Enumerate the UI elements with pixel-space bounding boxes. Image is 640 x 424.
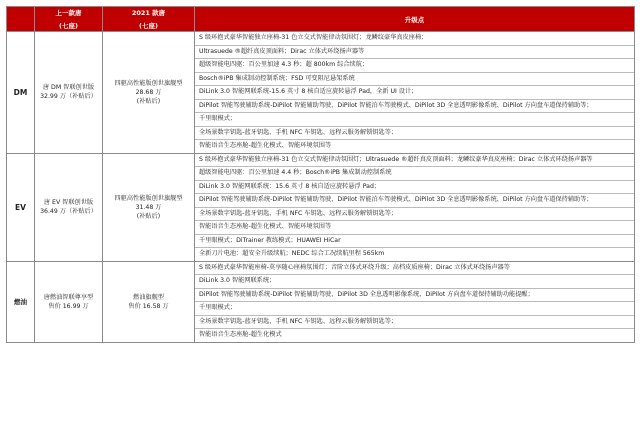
comparison-table-wrapper [6, 6, 634, 343]
feature-item: DiLink 3.0 智能网联系统； [195, 275, 634, 289]
prev-model-fuel [35, 261, 103, 342]
new-model-ev [103, 153, 195, 261]
feature-item: DiLink 3.0 智能网联系统：15.6 英寸 8 核自适应旋转悬浮 Pad； [195, 181, 634, 195]
prev-model-price: 售价 16.99 万 [48, 302, 89, 310]
feature-item: 超级智能电四驱：百公里加速 4.4 秒；Bosch®iPB 集成制动控制系统 [195, 167, 634, 181]
new-model-name: 燃油旗舰型 [133, 293, 164, 301]
feature-item: DiPilot 智能驾驶辅助系统-DiPilot 智能辅助驾驶、DiPilot 智能泊车驾驶模式、DiPilot 3D 全息透明影像系统、DiPilot 方向盘车道保持辅助等； [195, 100, 634, 114]
feature-item: DiLink 3.0 智能网联系统-15.6 英寸 8 核自适应旋转悬浮 Pad，全新 UI 设计； [195, 86, 634, 100]
header-prev-model [35, 7, 103, 32]
header-new-sub: (七座) [139, 22, 158, 30]
header-new-title: 2021 款唐 [131, 9, 166, 17]
header-prev-title: 上一款唐 [55, 9, 82, 17]
header-row [7, 7, 635, 32]
prev-model-name: 唐 DM 智联创世版 [42, 84, 95, 92]
feature-item: S 级环抱式豪华智能独立座椅-31 色立交式智能律动氛围灯；Ultrasuede ®超纤真皮顶面料；龙鳞纹豪华真皮座椅；Dirac 立体式环绕扬声器等 [195, 154, 634, 168]
prev-model-dm [35, 32, 103, 154]
new-model-dm [103, 32, 195, 154]
feature-item: 全新刀片电池：超安全升级续航；NEDC 综合工况续航里程 565km [199, 250, 385, 257]
row-label-fuel: 燃油 [7, 261, 35, 342]
comparison-table [6, 6, 635, 343]
header-new-model [103, 7, 195, 32]
feature-item: 千里眼模式； [195, 113, 634, 127]
feature-item: DiPilot 智能驾驶辅助系统-DiPilot 智能辅助驾驶、DiPilot 3D 全息透明影像系统、DiPilot 方向盘车道保持辅助功能提醒； [195, 289, 634, 303]
feature-item: 智能语音生态座舱-超生化模式、智能环境氛围等 [199, 142, 332, 149]
new-model-price: 31.48 万 [135, 203, 162, 211]
new-model-fuel [103, 261, 195, 342]
prev-model-name: 唐 EV 智联创世版 [43, 199, 94, 206]
feature-item: 千里眼模式； [195, 302, 634, 316]
header-prev-sub: (七座) [59, 22, 78, 30]
features-ev [195, 153, 635, 261]
feature-item: S 级环抱式豪华智能座椅-莫享随心座椅氛围灯；音阶立体式环绕升级；高档皮质座椅；Dirac 立体式环绕扬声器等 [195, 262, 634, 276]
new-model-price: 28.68 万 [135, 88, 162, 96]
new-model-price: 售价 16.58 万 [128, 302, 169, 310]
feature-item: DiPilot 智能驾驶辅助系统-DiPilot 智能辅助驾驶、DiPilot 智能泊车驾驶模式、DiPilot 3D 全息透明影像系统、DiPilot 方向盘车道保持辅助等； [195, 194, 634, 208]
feature-item: 智能语音生态座舱-超生化模式 [199, 331, 282, 338]
new-model-note: (补贴后) [136, 212, 161, 220]
row-label-dm: DM [7, 32, 35, 154]
feature-item: 全场景数字钥匙-蓝牙钥匙、手机 NFC 车钥匙、远程云服务解锁钥匙等； [195, 127, 634, 141]
table-row-dm [7, 32, 635, 154]
header-blank [7, 7, 35, 32]
feature-item: 超级智能电四驱：百公里加速 4.3 秒；超 800km 综合续航； [195, 59, 634, 73]
feature-item: Ultrasuede ®超纤真皮顶面料；Dirac 立体式环绕扬声器等 [195, 46, 634, 60]
feature-item: 智能语音生态座舱-超生化模式、智能环境氛围等 [195, 221, 634, 235]
feature-item: Bosch®iPB 集成制动控制系统；FSD 可变阻尼悬架系统 [195, 73, 634, 87]
prev-model-ev [35, 153, 103, 261]
new-model-name: 四驱高性能版创世旗舰型 [114, 194, 183, 202]
feature-item: 全场景数字钥匙-蓝牙钥匙、手机 NFC 车钥匙、远程云服务解锁钥匙等； [195, 316, 634, 330]
prev-model-price: 36.49 万（补贴后） [40, 208, 97, 215]
row-label-ev: EV [7, 153, 35, 261]
table-row-fuel [7, 261, 635, 342]
features-dm [195, 32, 635, 154]
prev-model-name: 唐燃油智联尊享型 [43, 293, 94, 301]
feature-item: 全场景数字钥匙-蓝牙钥匙、手机 NFC 车钥匙、远程云服务解锁钥匙等； [195, 208, 634, 222]
new-model-note: (补贴后) [136, 97, 161, 105]
prev-model-price: 32.99 万（补贴后） [40, 93, 97, 101]
feature-item: S 级环抱式豪华智能独立座椅-31 色立交式智能律动氛围灯；龙鳞纹豪华真皮座椅； [195, 32, 634, 46]
table-row-ev [7, 153, 635, 261]
feature-item: 千里眼模式；DiTrainer 教练模式；HUAWEI HiCar [195, 235, 634, 249]
features-fuel [195, 261, 635, 342]
new-model-name: 四驱高性能版创世旗舰型 [114, 79, 183, 87]
header-features: 升级点 [195, 7, 635, 32]
